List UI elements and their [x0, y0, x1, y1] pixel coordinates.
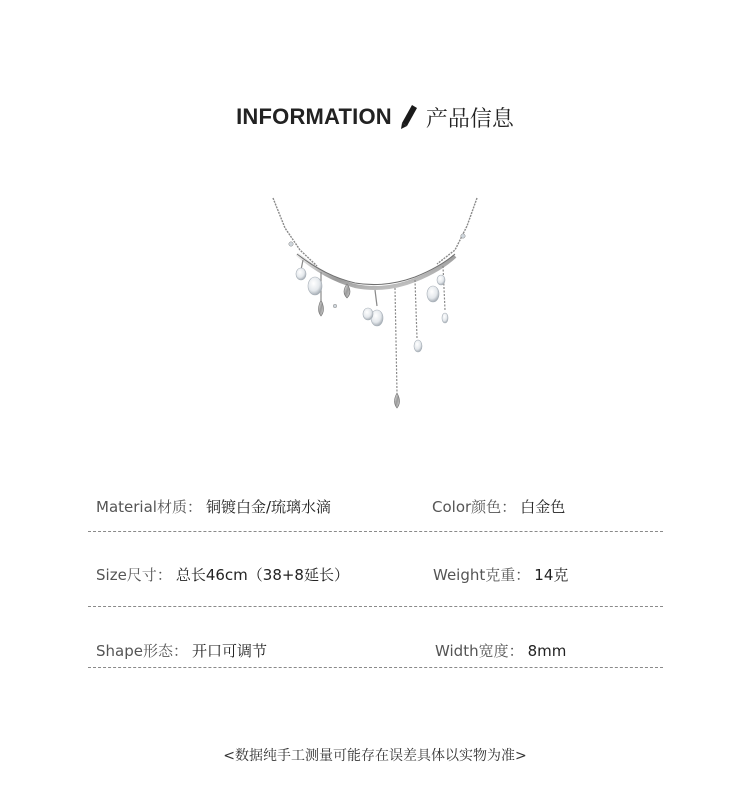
spec-key-en: Color — [432, 498, 472, 516]
spec-separator: ： — [515, 566, 531, 584]
spec-separator: ： — [501, 498, 517, 516]
spec-color — [432, 496, 565, 517]
spec-size — [96, 564, 349, 585]
section-header — [0, 100, 750, 134]
spec-shape — [96, 640, 267, 661]
spec-value: 铜镀白金/琉璃水滴 — [205, 498, 332, 516]
header-title-en: INFORMATION — [236, 104, 392, 129]
spec-key-en: Weight — [433, 566, 486, 584]
spec-key-en: Shape — [96, 642, 143, 660]
spec-value: 8mm — [527, 642, 567, 660]
spec-value: 总长46cm（38+8延长） — [175, 566, 349, 584]
divider-line — [88, 667, 663, 668]
spec-separator: ： — [508, 642, 524, 660]
spec-value: 开口可调节 — [192, 642, 268, 660]
spec-material — [96, 496, 331, 517]
spec-weight — [433, 564, 568, 585]
divider-line — [88, 531, 663, 532]
spec-key-cn: 材质 — [156, 498, 187, 516]
spec-key-cn: 颜色 — [471, 498, 502, 516]
spec-key-cn: 克重 — [485, 566, 516, 584]
spec-key-en: Width — [435, 642, 479, 660]
spec-separator: ： — [186, 498, 202, 516]
divider-line — [88, 606, 663, 607]
spec-width — [435, 640, 566, 661]
spec-separator: ： — [156, 566, 172, 584]
spec-key-en: Size — [96, 566, 127, 584]
spec-key-cn: 宽度 — [478, 642, 509, 660]
header-title-cn: 产品信息 — [425, 106, 514, 132]
spec-row-1 — [96, 496, 666, 526]
spec-key-cn: 尺寸 — [126, 566, 157, 584]
necklace-product-image — [255, 188, 495, 428]
spec-row-2 — [96, 564, 666, 594]
spec-key-cn: 形态 — [142, 642, 173, 660]
spec-separator: ： — [173, 642, 189, 660]
measurement-note: <数据纯手工测量可能存在误差具体以实物为准> — [223, 748, 527, 764]
spec-key-en: Material — [96, 498, 157, 516]
pen-icon — [400, 104, 418, 130]
spec-row-3 — [96, 640, 666, 670]
spec-value: 14克 — [534, 566, 569, 584]
spec-value: 白金色 — [520, 498, 566, 516]
